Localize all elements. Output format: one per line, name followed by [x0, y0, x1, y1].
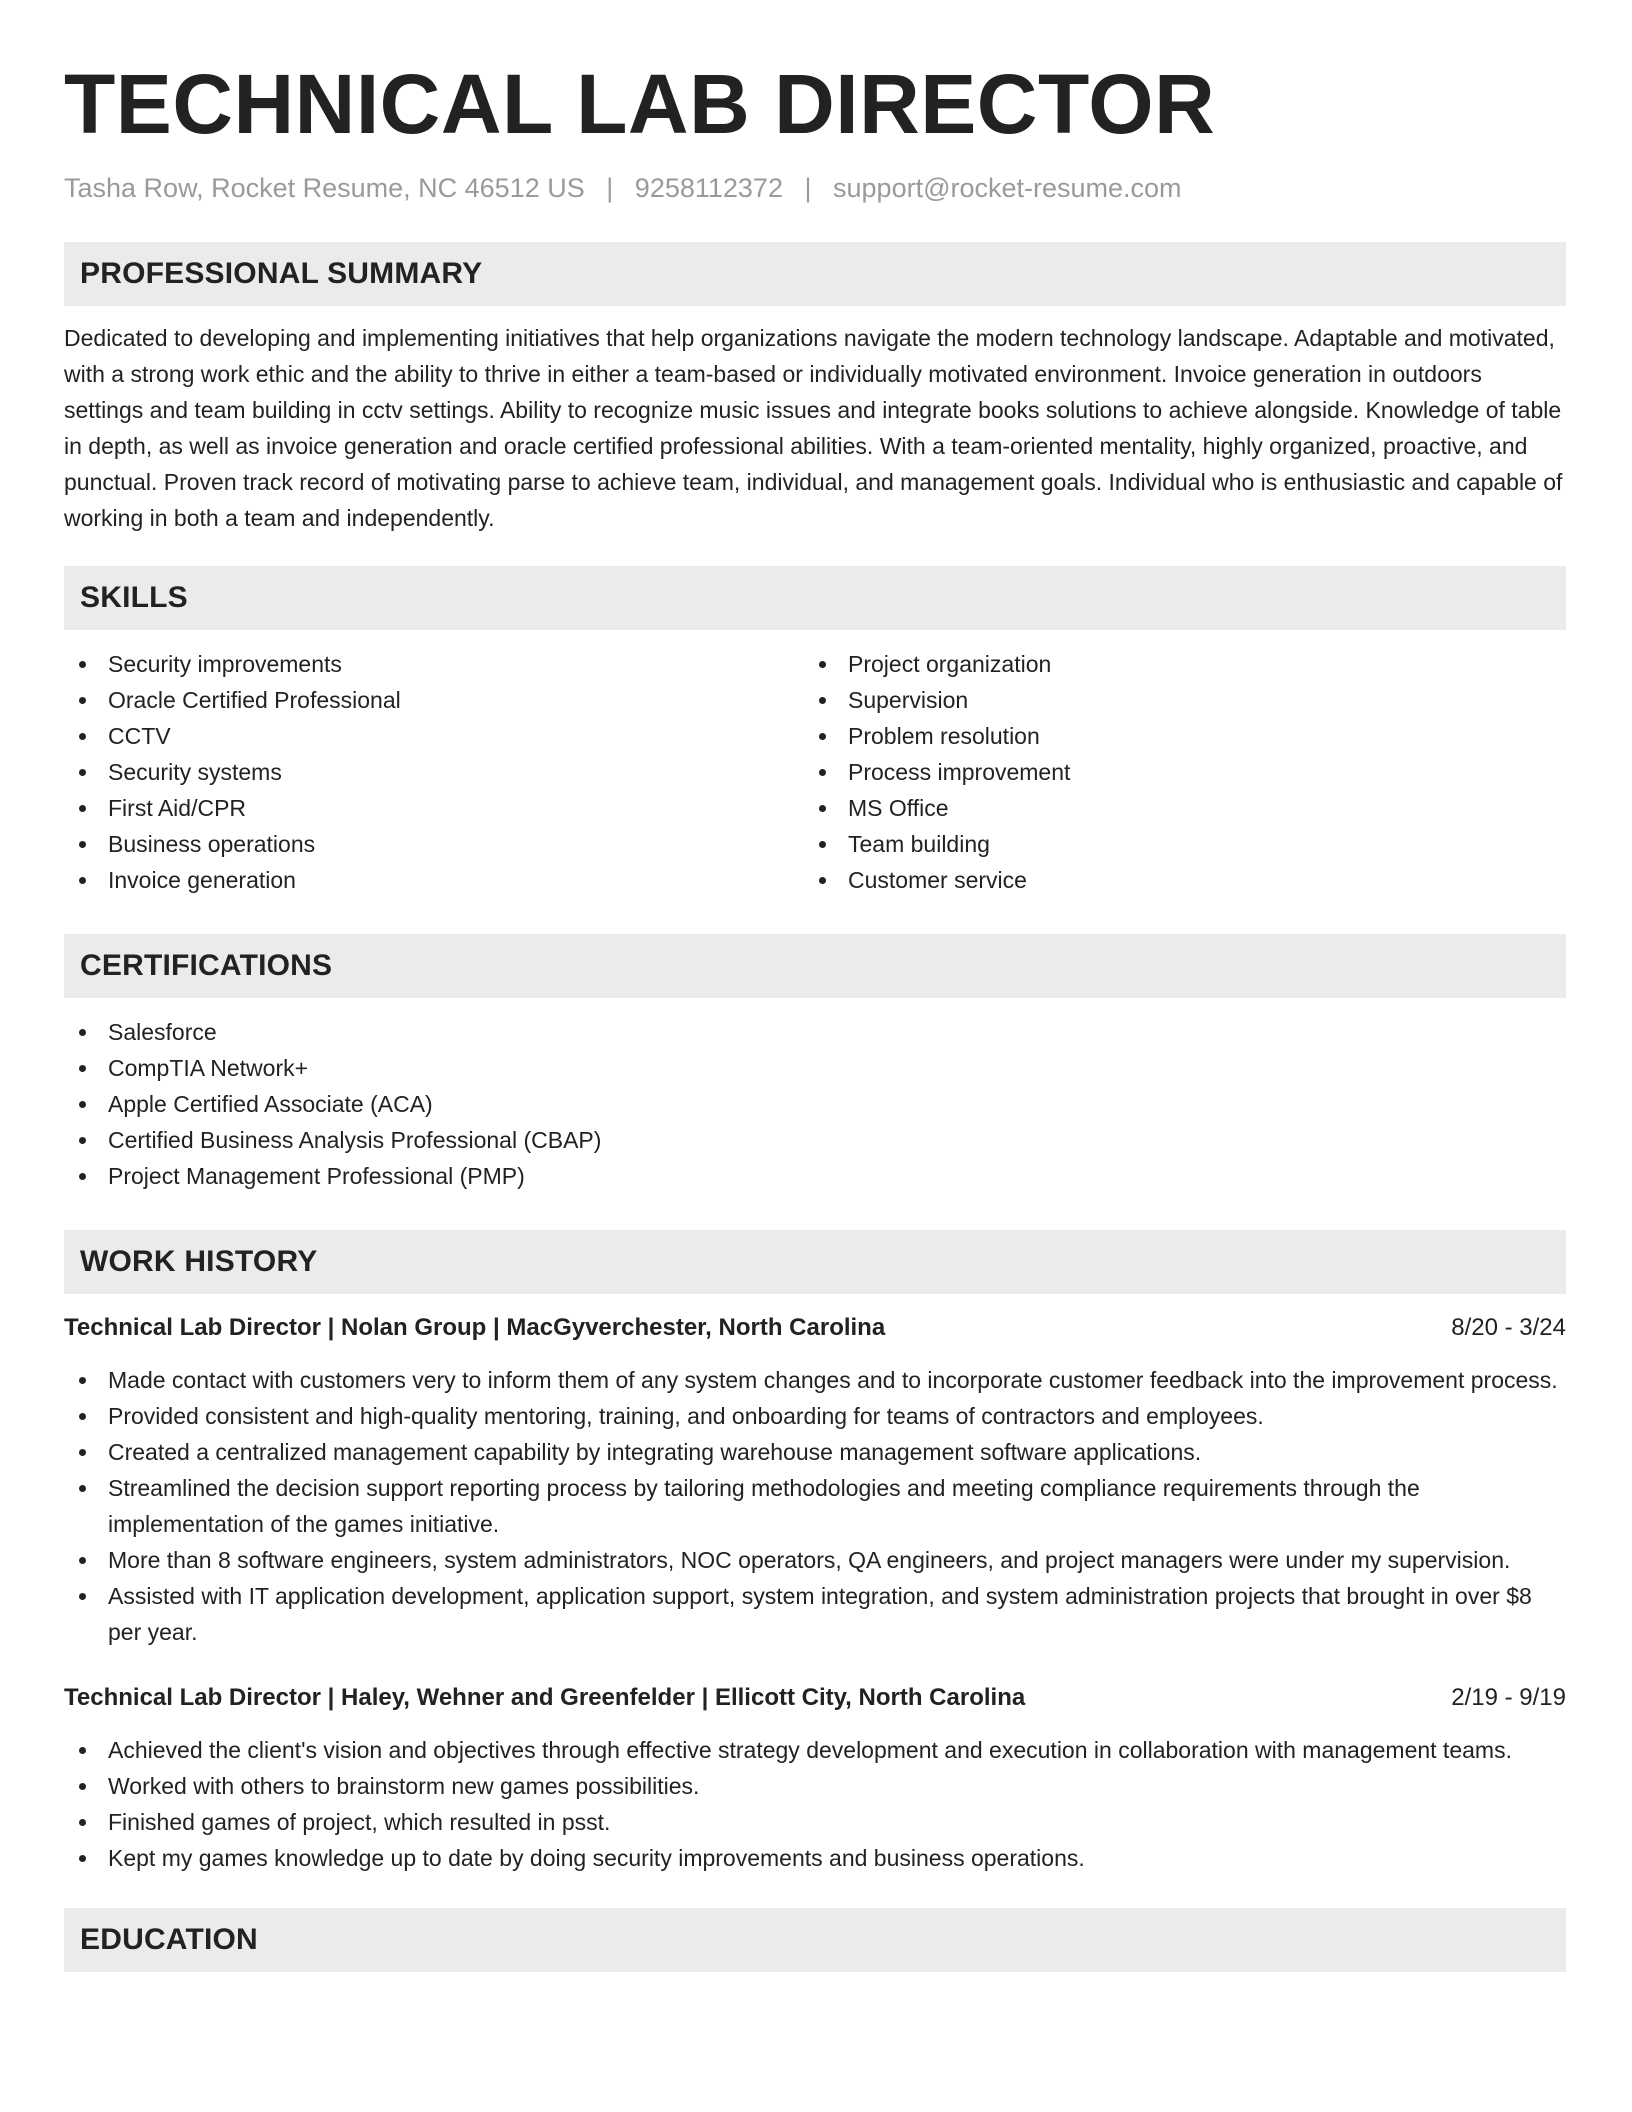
- job-entry: [64, 1310, 1566, 1650]
- section-header-work-history: WORK HISTORY: [64, 1230, 1566, 1294]
- job-dates: 2/19 - 9/19: [1451, 1684, 1566, 1711]
- certification-item: Apple Certified Associate (ACA): [64, 1086, 1566, 1122]
- skills-list-right: [804, 646, 1544, 898]
- resume-title: TECHNICAL LAB DIRECTOR: [64, 57, 1216, 151]
- skills-column-right: [804, 646, 1544, 898]
- job-bullet: Created a centralized management capability by integrating warehouse management software applications.: [64, 1434, 1566, 1470]
- certification-item: Project Management Professional (PMP): [64, 1158, 1566, 1194]
- skill-item: Security systems: [64, 754, 804, 790]
- skill-item: Business operations: [64, 826, 804, 862]
- job-title: Technical Lab Director | Nolan Group | MacGyverchester, North Carolina: [64, 1314, 886, 1341]
- job-bullet: Streamlined the decision support reporting process by tailoring methodologies and meeting compliance requirements through the implementation of the games initiative.: [64, 1470, 1566, 1542]
- contact-separator: |: [606, 173, 614, 203]
- contact-address: Tasha Row, Rocket Resume, NC 46512 US: [64, 173, 585, 203]
- resume-page: [64, 52, 1566, 1972]
- job-title: Technical Lab Director | Haley, Wehner and Greenfelder | Ellicott City, North Carolina: [64, 1684, 1026, 1711]
- summary-text: Dedicated to developing and implementing initiatives that help organizations navigate the modern technology landscape. Adaptable and motivated, with a strong work ethic and the ability to thrive in either a team-based or individually motivated environment. Invoice generation in outdoors settings and team building in cctv settings. Ability to recognize music issues and integrate books solutions to achieve alongside. Knowledge of table in depth, as well as invoice generation and oracle certified professional abilities. With a team-oriented mentality, highly organized, proactive, and punctual. Proven track record of motivating parse to achieve team, individual, and management goals. Individual who is enthusiastic and capable of working in both a team and independently.: [64, 325, 1563, 531]
- job-bullet-list: [64, 1362, 1566, 1650]
- work-history-section: [64, 1230, 1566, 1876]
- section-header-certifications: CERTIFICATIONS: [64, 934, 1566, 998]
- job-header: [64, 1310, 1566, 1346]
- section-header-skills: SKILLS: [64, 566, 1566, 630]
- skill-item: Oracle Certified Professional: [64, 682, 804, 718]
- job-bullet: Provided consistent and high-quality mentoring, training, and onboarding for teams of contractors and employees.: [64, 1398, 1566, 1434]
- certification-item: Salesforce: [64, 1014, 1566, 1050]
- skill-item: Process improvement: [804, 754, 1544, 790]
- skill-item: Problem resolution: [804, 718, 1544, 754]
- job-dates: 8/20 - 3/24: [1451, 1314, 1566, 1341]
- education-section: [64, 1908, 1566, 1972]
- skill-item: Customer service: [804, 862, 1544, 898]
- contact-phone: 9258112372: [634, 173, 783, 203]
- job-entry: [64, 1680, 1566, 1876]
- certification-item: Certified Business Analysis Professional (CBAP): [64, 1122, 1566, 1158]
- skills-list-left: [64, 646, 804, 898]
- certification-item: CompTIA Network+: [64, 1050, 1566, 1086]
- job-bullet: Finished games of project, which resulted in psst.: [64, 1804, 1566, 1840]
- section-header-summary: PROFESSIONAL SUMMARY: [64, 242, 1566, 306]
- certifications-section: [64, 934, 1566, 1194]
- skill-item: Team building: [804, 826, 1544, 862]
- skill-item: Supervision: [804, 682, 1544, 718]
- job-bullet: Kept my games knowledge up to date by doing security improvements and business operations.: [64, 1840, 1566, 1876]
- job-bullet: Worked with others to brainstorm new games possibilities.: [64, 1768, 1566, 1804]
- skill-item: Project organization: [804, 646, 1544, 682]
- job-bullet-list: [64, 1732, 1566, 1876]
- section-header-education: EDUCATION: [64, 1908, 1566, 1972]
- skill-item: MS Office: [804, 790, 1544, 826]
- jobs-container: [64, 1310, 1566, 1876]
- skill-item: Security improvements: [64, 646, 804, 682]
- skills-column-left: [64, 646, 804, 898]
- job-bullet: Made contact with customers very to inform them of any system changes and to incorporate customer feedback into the improvement process.: [64, 1362, 1566, 1398]
- skills-section: [64, 566, 1566, 898]
- job-bullet: Achieved the client's vision and objectives through effective strategy development and execution in collaboration with management teams.: [64, 1732, 1566, 1768]
- contact-email: support@rocket-resume.com: [833, 173, 1182, 203]
- skills-grid: [64, 646, 1566, 898]
- contact-separator: |: [804, 173, 812, 203]
- summary-section: [64, 242, 1566, 536]
- certifications-list: [64, 1014, 1566, 1194]
- job-bullet: Assisted with IT application development, application support, system integration, and system administration projects that brought in over $8 per year.: [64, 1578, 1566, 1650]
- skill-item: CCTV: [64, 718, 804, 754]
- skill-item: First Aid/CPR: [64, 790, 804, 826]
- contact-line: [64, 170, 1566, 206]
- skill-item: Invoice generation: [64, 862, 804, 898]
- job-header: [64, 1680, 1566, 1716]
- job-bullet: More than 8 software engineers, system administrators, NOC operators, QA engineers, and project managers were under my supervision.: [64, 1542, 1566, 1578]
